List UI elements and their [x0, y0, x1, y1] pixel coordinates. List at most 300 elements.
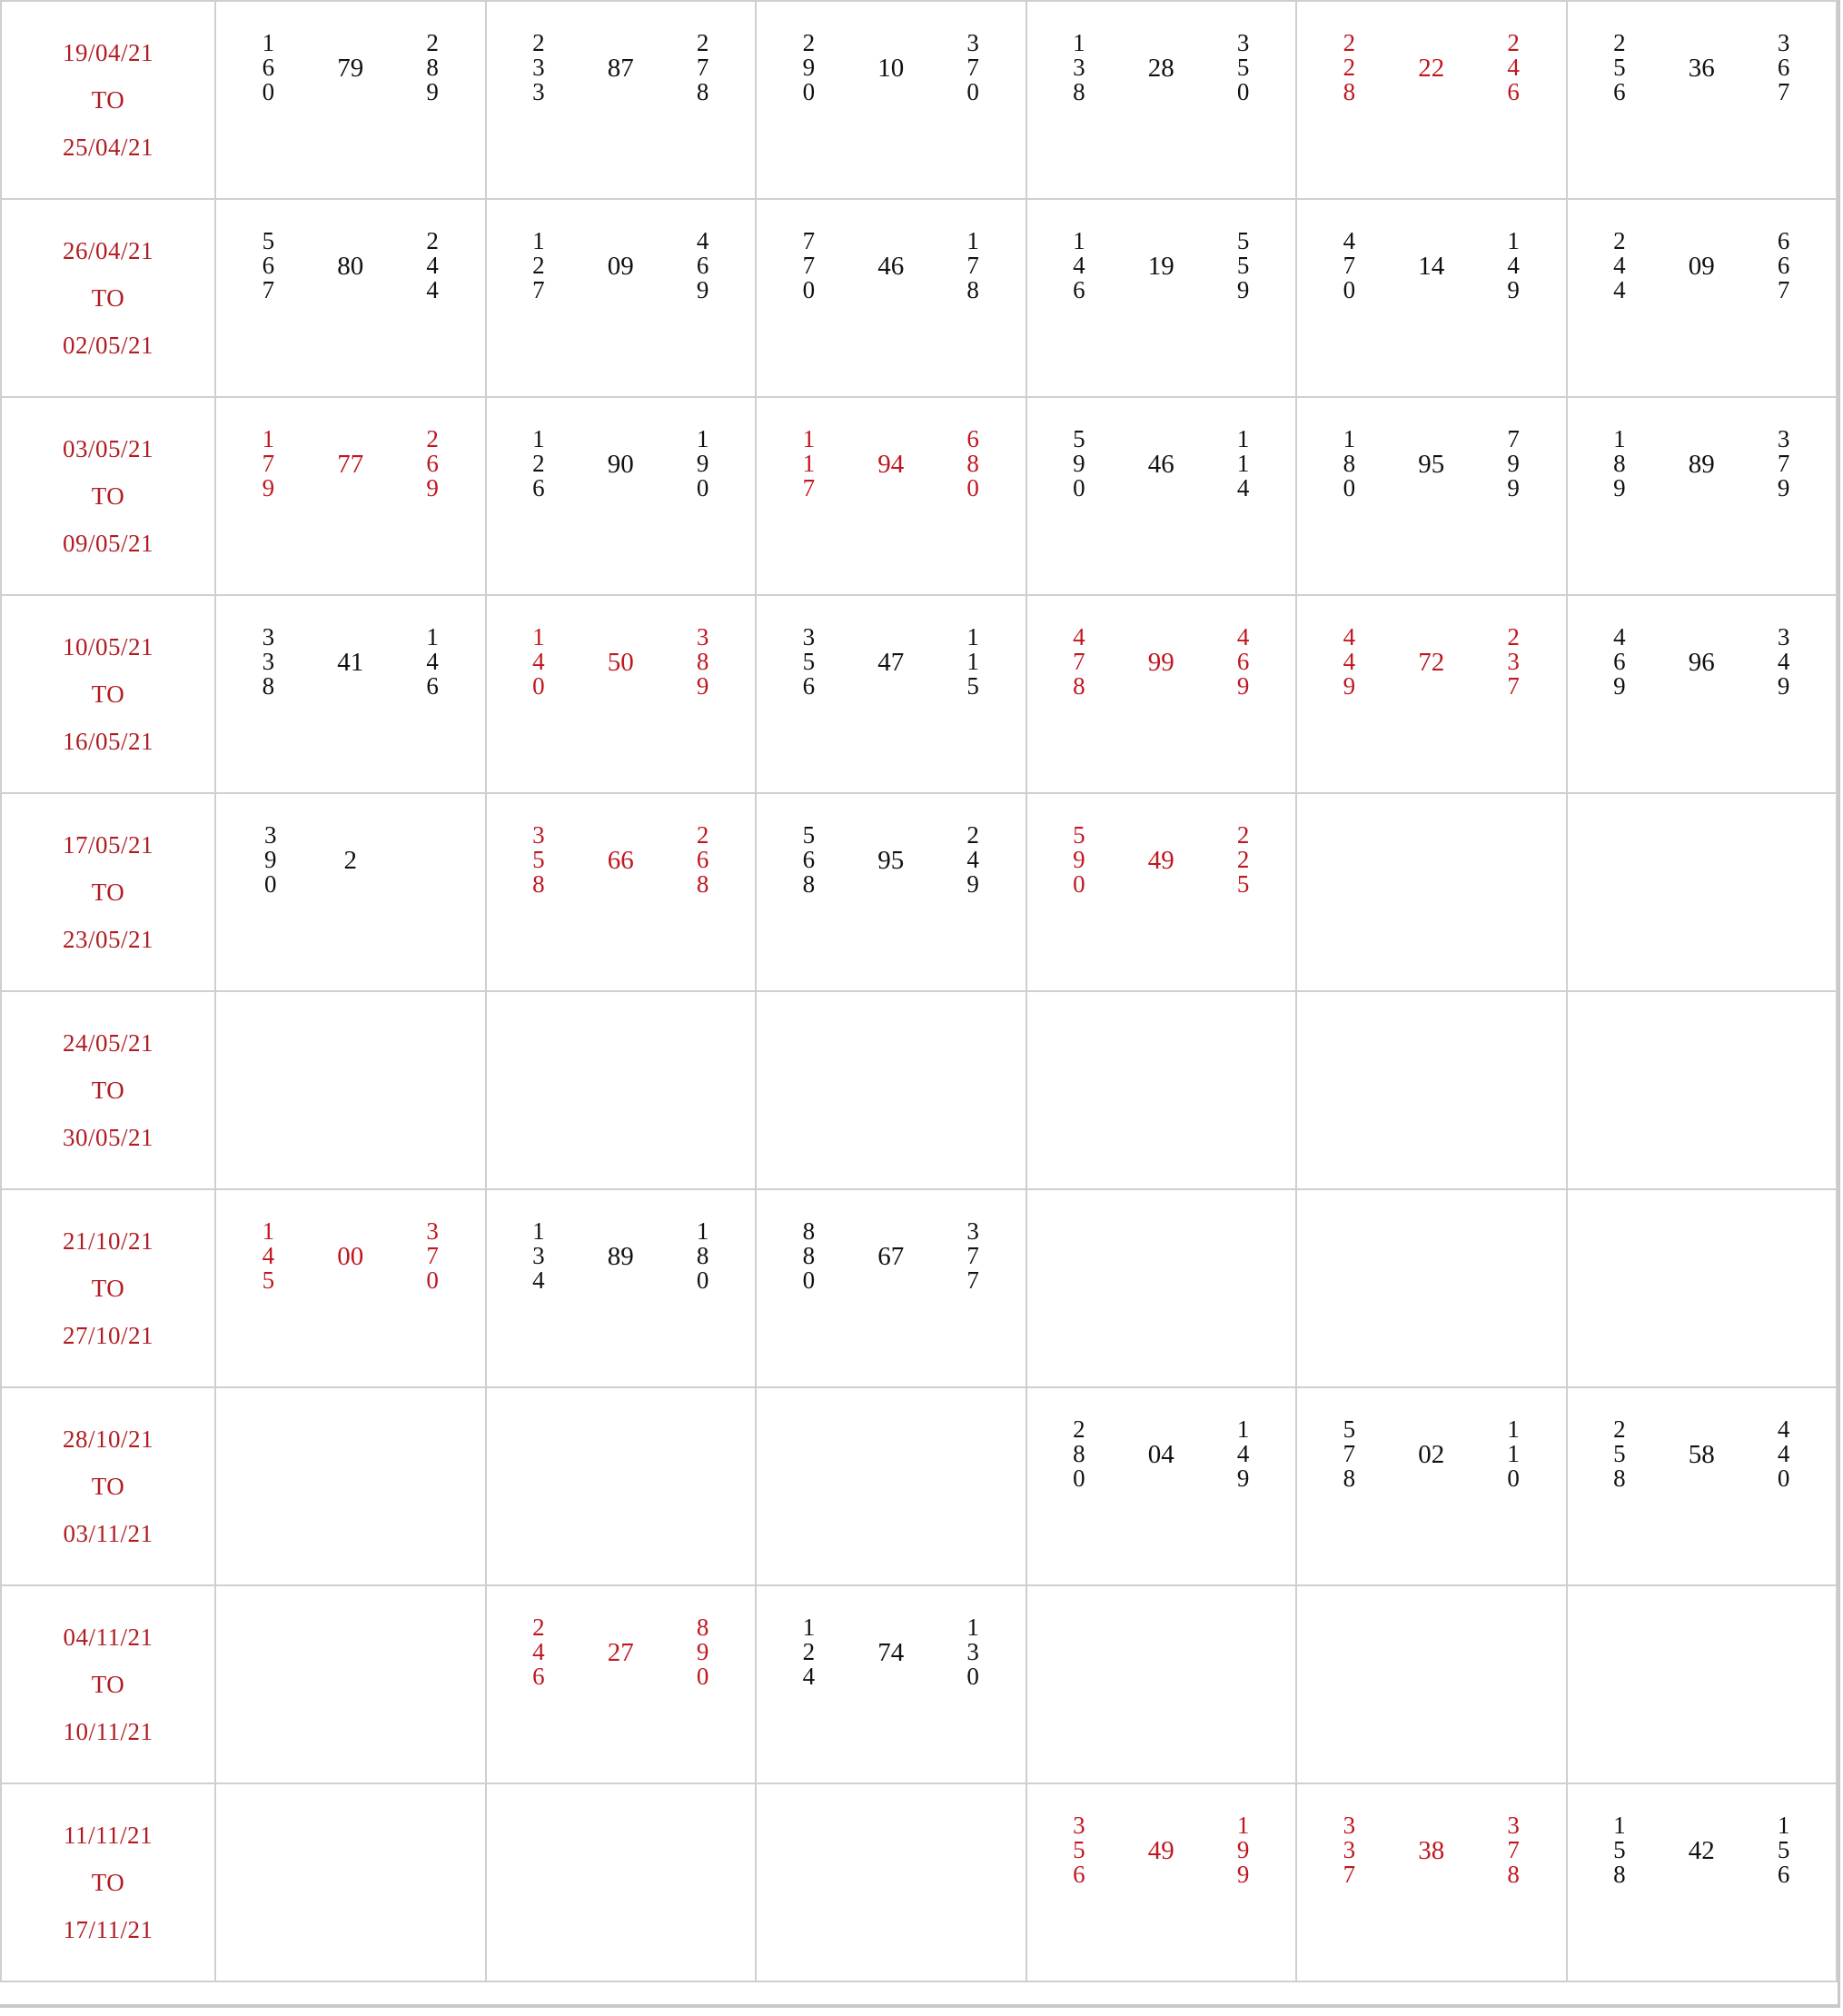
open-panna: [1073, 1813, 1085, 1887]
jodi-number: 41: [337, 648, 364, 677]
date-to-word: TO: [91, 86, 125, 114]
panna-digit: 3: [696, 623, 709, 650]
close-panna: [1778, 1813, 1790, 1887]
day-cell: [756, 1, 1026, 199]
date-to-word: TO: [91, 1869, 125, 1896]
close-panna: [966, 427, 979, 501]
panna-digit: 1: [966, 227, 979, 254]
day-cell: [215, 1585, 486, 1783]
panna-digit: 7: [262, 450, 275, 477]
day-result: [757, 1190, 1026, 1293]
panna-digit: 5: [1073, 425, 1085, 452]
week-date-range: [1, 793, 215, 991]
day-cell: [215, 991, 486, 1189]
panna-digit: 0: [1236, 78, 1250, 105]
jodi-number: 22: [1418, 54, 1445, 83]
day-cell: [215, 1783, 486, 1981]
close-panna: [426, 229, 439, 303]
panna-digit: 6: [1073, 1861, 1085, 1888]
panna-digit: 6: [426, 672, 439, 700]
day-cell: [1296, 1585, 1567, 1783]
close-panna: [697, 823, 709, 897]
week-row: [1, 397, 1837, 595]
panna-digit: 0: [802, 1266, 816, 1294]
panna-digit: 3: [532, 54, 545, 81]
open-panna: [1343, 427, 1356, 501]
panna-digit: 7: [426, 1242, 439, 1269]
jodi-number: 95: [877, 846, 905, 875]
panna-digit: 9: [696, 276, 709, 303]
day-cell: [1567, 1585, 1838, 1783]
panna-digit: 0: [1777, 1465, 1790, 1492]
panna-digit: 2: [1073, 1415, 1085, 1443]
panna-digit: 5: [802, 821, 816, 849]
open-panna: [264, 823, 277, 897]
open-panna: [803, 823, 816, 897]
panna-digit: 1: [532, 425, 545, 452]
jodi-number: 99: [1147, 648, 1174, 677]
panna-digit: 2: [1343, 29, 1356, 56]
panna-digit: 8: [696, 1614, 709, 1641]
panna-digit: 0: [966, 78, 979, 105]
day-cell: [1026, 1, 1297, 199]
day-result: [487, 200, 756, 303]
panna-digit: 3: [264, 821, 277, 849]
close-panna: [426, 625, 439, 699]
panna-digit: 4: [1073, 623, 1085, 650]
date-to: 25/04/21: [62, 134, 154, 161]
day-cell: [215, 1, 486, 199]
panna-digit: 6: [262, 252, 275, 279]
panna-digit: 7: [966, 252, 979, 279]
panna-digit: 9: [696, 1638, 709, 1665]
panna-digit: 9: [966, 870, 979, 898]
panna-digit: 1: [966, 623, 979, 650]
panna-digit: 6: [1236, 648, 1250, 675]
open-panna: [803, 31, 816, 104]
panna-digit: 9: [1073, 450, 1085, 477]
day-cell: [1567, 595, 1838, 793]
panna-digit: 9: [1236, 276, 1250, 303]
day-cell: [1026, 1387, 1297, 1585]
close-panna: [697, 31, 709, 104]
panna-digit: 8: [1073, 78, 1085, 105]
panna-digit: 4: [802, 1663, 816, 1690]
panna-digit: 7: [802, 227, 816, 254]
close-panna: [966, 229, 979, 303]
day-result: [1027, 794, 1296, 897]
day-cell: [756, 1585, 1026, 1783]
day-cell: [486, 1585, 757, 1783]
panna-digit: 9: [1507, 474, 1520, 502]
day-cell: [486, 199, 757, 397]
date-to-word: TO: [91, 1275, 125, 1302]
jodi-number: 89: [607, 1242, 634, 1271]
day-result: [216, 200, 485, 303]
panna-digit: 7: [966, 1266, 979, 1294]
day-cell: [1567, 1, 1838, 199]
open-panna: [1343, 625, 1356, 699]
panna-digit: 5: [1236, 227, 1250, 254]
day-cell: [1567, 793, 1838, 991]
panna-digit: 1: [1343, 425, 1356, 452]
jodi-number: 96: [1688, 648, 1715, 677]
week-date-range: [1, 1387, 215, 1585]
close-panna: [697, 229, 709, 303]
day-cell: [1567, 199, 1838, 397]
jodi-number: 77: [337, 450, 364, 479]
panna-digit: 5: [1613, 1440, 1626, 1467]
panna-digit: 8: [802, 1242, 816, 1269]
panna-digit: 9: [696, 450, 709, 477]
close-panna: [426, 1219, 439, 1293]
panna-digit: 4: [532, 648, 545, 675]
jodi-number: 04: [1147, 1440, 1174, 1469]
open-panna: [1343, 31, 1356, 104]
day-result: [487, 2, 756, 104]
panna-digit: 4: [1073, 252, 1085, 279]
close-panna: [1507, 1813, 1520, 1887]
jodi-number: 67: [877, 1242, 905, 1271]
day-cell: [215, 199, 486, 397]
date-from: 21/10/21: [62, 1227, 154, 1255]
panna-digit: 7: [532, 276, 545, 303]
date-to-word: TO: [91, 1473, 125, 1500]
panna-digit: 1: [532, 1217, 545, 1245]
panna-digit: 6: [966, 425, 979, 452]
day-result: [757, 596, 1026, 699]
day-cell: [1026, 1189, 1297, 1387]
panna-digit: 3: [532, 821, 545, 849]
jodi-number: 10: [877, 54, 905, 83]
date-to: 16/05/21: [62, 728, 154, 755]
jodi-number: 42: [1688, 1836, 1715, 1865]
panna-digit: 8: [696, 1242, 709, 1269]
panna-digit: 0: [264, 870, 277, 898]
panna-digit: 4: [532, 1638, 545, 1665]
week-date-range: [1, 991, 215, 1189]
day-result: [1297, 596, 1566, 699]
day-cell: [1567, 397, 1838, 595]
close-panna: [966, 625, 979, 699]
day-cell: [486, 397, 757, 595]
panna-digit: 4: [1613, 276, 1626, 303]
panna-digit: 4: [1613, 623, 1626, 650]
panna-digit: 2: [1236, 846, 1250, 873]
panna-digit: 3: [966, 1638, 979, 1665]
panna-digit: 5: [262, 1266, 275, 1294]
jodi-number: 66: [607, 846, 634, 875]
panna-digit: 3: [1073, 54, 1085, 81]
day-result: [1027, 596, 1296, 699]
panna-digit: 1: [1507, 1440, 1520, 1467]
date-to-word: TO: [91, 1077, 125, 1104]
panna-digit: 1: [262, 425, 275, 452]
panna-digit: 5: [1343, 1415, 1356, 1443]
close-panna: [1237, 1813, 1250, 1887]
panna-digit: 5: [1613, 54, 1626, 81]
day-cell: [486, 595, 757, 793]
panna-digit: 6: [426, 450, 439, 477]
panna-digit: 4: [1777, 1440, 1790, 1467]
open-panna: [1073, 427, 1085, 501]
day-cell: [486, 1189, 757, 1387]
panna-digit: 8: [1613, 1465, 1626, 1492]
panna-digit: 0: [966, 1663, 979, 1690]
panna-digit: 1: [1507, 227, 1520, 254]
panna-digit: 2: [532, 29, 545, 56]
day-result: [216, 398, 485, 501]
open-panna: [803, 427, 816, 501]
panna-digit: 7: [262, 276, 275, 303]
panna-digit: 1: [532, 227, 545, 254]
panna-digit: 0: [262, 78, 275, 105]
day-result: [1027, 1784, 1296, 1887]
day-result: [1568, 1388, 1837, 1491]
panna-digit: 1: [696, 1217, 709, 1245]
panna-digit: 7: [966, 1242, 979, 1269]
day-result: [1027, 200, 1296, 303]
panna-digit: 1: [1777, 1812, 1790, 1839]
day-cell: [1026, 595, 1297, 793]
panna-digit: 2: [696, 821, 709, 849]
panna-digit: 1: [802, 450, 816, 477]
chart-body: [1, 1, 1837, 1981]
day-cell: [1567, 1783, 1838, 1981]
panna-digit: 6: [532, 474, 545, 502]
panna-digit: 3: [1343, 1812, 1356, 1839]
open-panna: [1613, 1813, 1626, 1887]
jodi-number: 87: [607, 54, 634, 83]
day-cell: [756, 991, 1026, 1189]
date-from: 28/10/21: [62, 1425, 154, 1453]
day-result: [487, 596, 756, 699]
panna-digit: 9: [1343, 672, 1356, 700]
panna-digit: 2: [532, 450, 545, 477]
day-result: [1027, 398, 1296, 501]
jodi-number: 49: [1147, 1836, 1174, 1865]
day-result: [487, 1586, 756, 1689]
panna-digit: 2: [532, 252, 545, 279]
panna-digit: 9: [1236, 1861, 1250, 1888]
panna-digit: 6: [1777, 227, 1790, 254]
open-panna: [263, 31, 275, 104]
panna-digit: 3: [262, 623, 275, 650]
panna-digit: 5: [1073, 1836, 1085, 1863]
panna-digit: 4: [262, 1242, 275, 1269]
date-to-word: TO: [91, 284, 125, 312]
panna-digit: 4: [1777, 1415, 1790, 1443]
jodi-number: 95: [1418, 450, 1445, 479]
day-cell: [486, 1387, 757, 1585]
close-panna: [1237, 625, 1250, 699]
panna-digit: 4: [1236, 623, 1250, 650]
day-result: [1568, 1784, 1837, 1887]
panna-digit: 2: [426, 227, 439, 254]
close-panna: [1237, 427, 1250, 501]
panna-digit: 8: [1343, 78, 1356, 105]
close-panna: [426, 31, 439, 104]
panna-digit: 8: [1073, 672, 1085, 700]
panna-digit: 9: [264, 846, 277, 873]
panna-digit: 1: [802, 425, 816, 452]
date-to: 27/10/21: [62, 1322, 154, 1349]
open-panna: [1073, 229, 1085, 303]
week-date-range: [1, 1, 215, 199]
open-panna: [532, 229, 545, 303]
panna-digit: 1: [1236, 425, 1250, 452]
jodi-number: 79: [337, 54, 364, 83]
panna-digit: 9: [426, 474, 439, 502]
panna-digit: 1: [426, 623, 439, 650]
day-cell: [1026, 199, 1297, 397]
panna-digit: 6: [1777, 54, 1790, 81]
date-from: 11/11/21: [64, 1822, 153, 1849]
panna-digit: 3: [1777, 623, 1790, 650]
close-panna: [697, 1615, 709, 1689]
panna-digit: 0: [1073, 870, 1085, 898]
date-from: 04/11/21: [63, 1624, 154, 1651]
open-panna: [803, 1615, 816, 1689]
panna-digit: 5: [1236, 252, 1250, 279]
close-panna: [1237, 823, 1250, 897]
date-from: 24/05/21: [62, 1029, 154, 1057]
panna-digit: 2: [1343, 54, 1356, 81]
panna-digit: 9: [1613, 474, 1626, 502]
day-cell: [756, 793, 1026, 991]
panna-digit: 6: [262, 54, 275, 81]
panna-digit: 3: [1777, 29, 1790, 56]
close-panna: [1778, 427, 1790, 501]
panna-digit: 4: [1343, 227, 1356, 254]
open-panna: [532, 823, 545, 897]
day-result: [1297, 1784, 1566, 1887]
panna-digit: 6: [802, 846, 816, 873]
panna-digit: 5: [1777, 1836, 1790, 1863]
panna-digit: 9: [1073, 846, 1085, 873]
panna-digit: 6: [1613, 78, 1626, 105]
week-row: [1, 991, 1837, 1189]
day-cell: [1567, 1189, 1838, 1387]
panna-digit: 1: [802, 1614, 816, 1641]
day-result: [757, 1586, 1026, 1689]
day-cell: [215, 1387, 486, 1585]
panna-digit: 8: [696, 870, 709, 898]
week-row: [1, 1783, 1837, 1981]
panna-digit: 0: [426, 1266, 439, 1294]
day-result: [757, 200, 1026, 303]
day-result: [487, 1190, 756, 1293]
panna-digit: 4: [1236, 1440, 1250, 1467]
panna-digit: 3: [966, 1217, 979, 1245]
jodi-number: 46: [877, 252, 905, 281]
jodi-number: 72: [1418, 648, 1445, 677]
open-panna: [532, 31, 545, 104]
date-to: 03/11/21: [63, 1520, 154, 1547]
panna-digit: 8: [532, 870, 545, 898]
panna-digit: 3: [1343, 1836, 1356, 1863]
open-panna: [1343, 1417, 1356, 1491]
panna-digit: 8: [1613, 450, 1626, 477]
open-panna: [1073, 31, 1085, 104]
day-cell: [1026, 1783, 1297, 1981]
week-row: [1, 793, 1837, 991]
open-panna: [532, 1219, 545, 1293]
date-from: 10/05/21: [62, 633, 154, 660]
panna-digit: 3: [966, 29, 979, 56]
panna-digit: 8: [1343, 450, 1356, 477]
week-row: [1, 1189, 1837, 1387]
close-panna: [1507, 625, 1520, 699]
panna-digit: 8: [1073, 1440, 1085, 1467]
panna-digit: 5: [532, 846, 545, 873]
panna-digit: 3: [1236, 29, 1250, 56]
panna-digit: 9: [1236, 1465, 1250, 1492]
day-result: [216, 2, 485, 104]
panna-digit: 3: [1073, 1812, 1085, 1839]
day-cell: [1296, 199, 1567, 397]
panna-digit: 8: [262, 672, 275, 700]
panna-digit: 7: [966, 54, 979, 81]
panna-digit: 9: [262, 474, 275, 502]
day-cell: [1296, 397, 1567, 595]
day-cell: [756, 397, 1026, 595]
close-panna: [1507, 229, 1520, 303]
panna-digit: 1: [696, 425, 709, 452]
panna-digit: 6: [696, 252, 709, 279]
jodi-number: 09: [607, 252, 634, 281]
panna-digit: 0: [696, 1266, 709, 1294]
panna-digit: 4: [966, 846, 979, 873]
day-cell: [1567, 1387, 1838, 1585]
panna-digit: 9: [1507, 276, 1520, 303]
panna-digit: 3: [1507, 1812, 1520, 1839]
panna-digit: 9: [1613, 672, 1626, 700]
panna-digit: 5: [1613, 1836, 1626, 1863]
day-cell: [756, 1189, 1026, 1387]
panna-digit: 6: [1507, 78, 1520, 105]
panna-digit: 1: [532, 623, 545, 650]
open-panna: [1613, 427, 1626, 501]
panna-digit: 7: [1777, 78, 1790, 105]
panna-digit: 1: [262, 29, 275, 56]
open-panna: [1613, 625, 1626, 699]
close-panna: [1507, 31, 1520, 104]
close-panna: [966, 823, 979, 897]
close-panna: [966, 1219, 979, 1293]
week-row: [1, 199, 1837, 397]
panna-digit: 0: [1343, 474, 1356, 502]
panna-digit: 9: [1236, 1836, 1250, 1863]
close-panna: [426, 427, 439, 501]
date-from: 03/05/21: [62, 435, 154, 462]
jodi-number: 19: [1147, 252, 1174, 281]
open-panna: [532, 1615, 545, 1689]
day-cell: [1296, 1387, 1567, 1585]
day-cell: [1296, 793, 1567, 991]
panna-digit: 3: [426, 1217, 439, 1245]
close-panna: [1237, 1417, 1250, 1491]
close-panna: [966, 1615, 979, 1689]
day-result: [1568, 2, 1837, 104]
panna-digit: 5: [966, 672, 979, 700]
week-date-range: [1, 199, 215, 397]
date-from: 17/05/21: [62, 831, 154, 859]
panna-digit: 3: [1777, 425, 1790, 452]
day-result: [757, 398, 1026, 501]
open-panna: [1613, 229, 1626, 303]
close-panna: [966, 31, 979, 104]
